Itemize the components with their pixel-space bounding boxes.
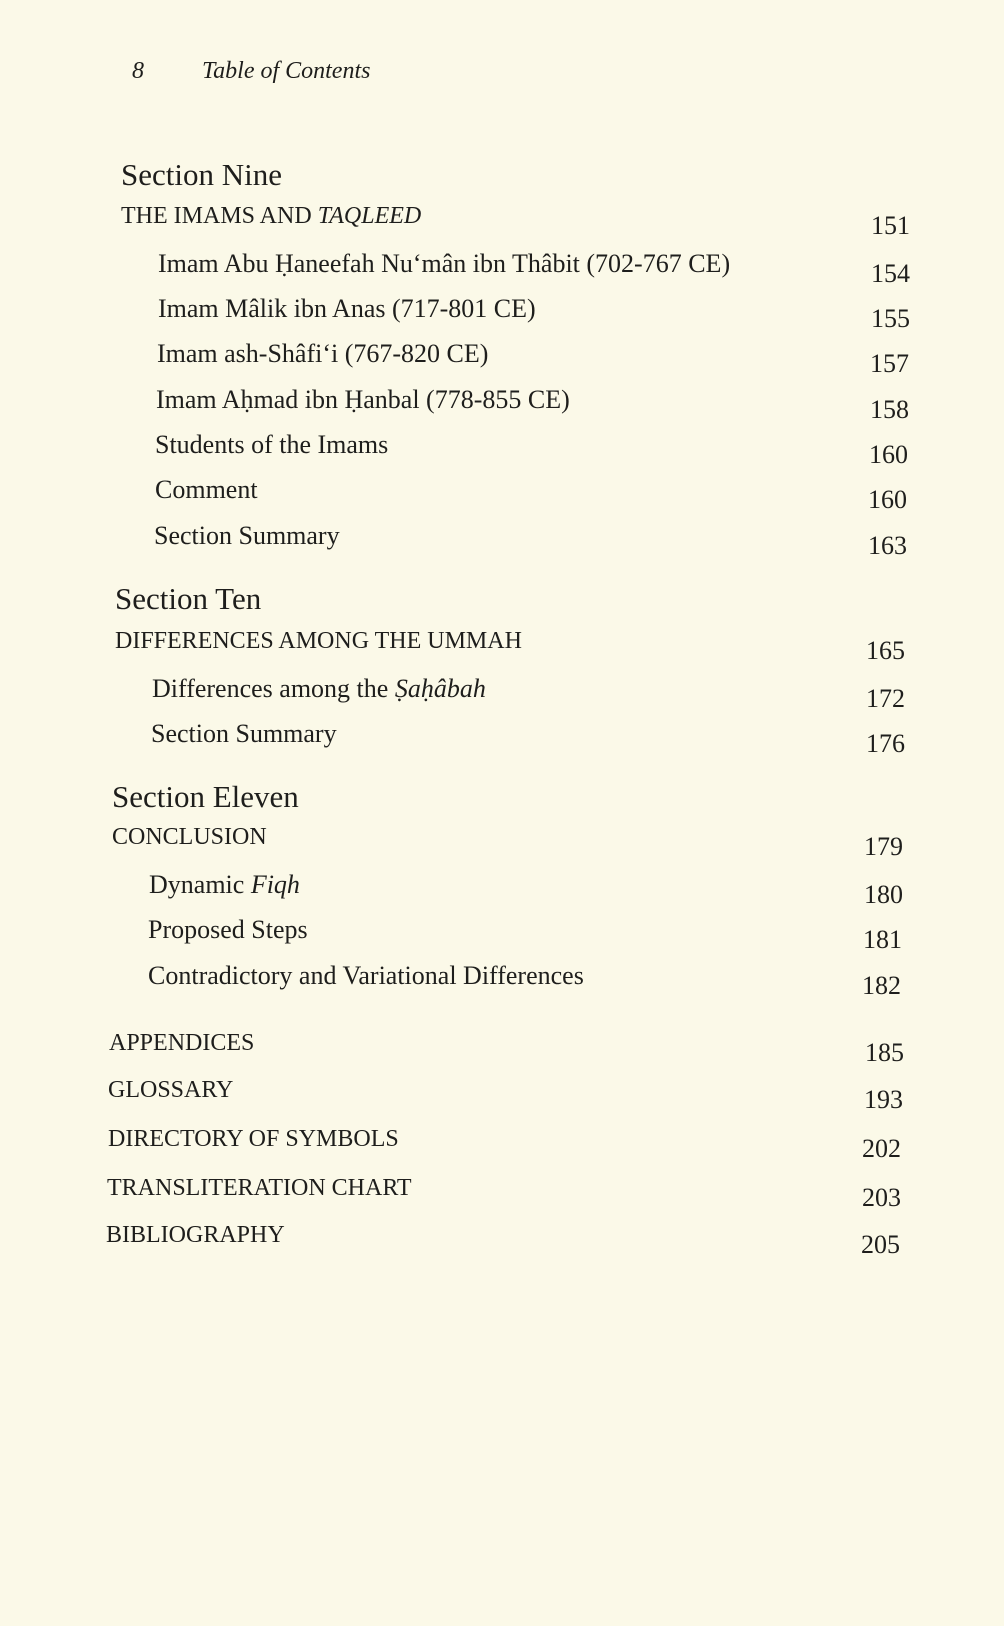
page-ref: 182 [862, 971, 901, 1000]
toc-backmatter-entry[interactable]: GLOSSARY 193 [108, 1077, 903, 1114]
toc-heading[interactable]: DIFFERENCES AMONG THE UMMAH 165 [115, 628, 905, 665]
toc-entry[interactable]: Differences among the Ṣaḥâbah 172 [152, 674, 905, 713]
toc-backmatter-entry[interactable]: BIBLIOGRAPHY 205 [106, 1222, 900, 1259]
page-ref: 163 [868, 531, 907, 560]
page-ref: 185 [865, 1038, 904, 1067]
section-title: Section Ten [115, 581, 262, 616]
page-ref: 205 [861, 1230, 900, 1259]
toc-entry[interactable]: Contradictory and Variational Differences 182 [148, 961, 901, 1000]
page-ref: 202 [862, 1134, 901, 1163]
toc-entry[interactable]: Section Summary 176 [151, 719, 905, 758]
page-ref: 172 [866, 684, 905, 713]
page-ref: 203 [862, 1183, 901, 1212]
toc-backmatter-entry[interactable]: DIRECTORY OF SYMBOLS 202 [108, 1126, 901, 1163]
toc-entry[interactable]: Imam ash-Shâfi‘i (767-820 CE) 157 [157, 339, 909, 378]
section-title: Section Eleven [112, 779, 299, 814]
toc-entry[interactable]: Proposed Steps 181 [148, 915, 902, 954]
toc-entry[interactable]: Imam Aḥmad ibn Ḥanbal (778-855 CE) 158 [156, 385, 909, 424]
page-ref: 180 [864, 880, 903, 909]
page-ref: 160 [869, 440, 908, 469]
page-ref: 193 [864, 1085, 903, 1114]
page-ref: 155 [871, 304, 910, 333]
page-ref: 154 [871, 259, 910, 288]
running-title: Table of Contents [202, 58, 371, 84]
page-ref: 165 [866, 636, 905, 665]
page-ref: 181 [863, 925, 902, 954]
toc-heading[interactable]: CONCLUSION 179 [112, 824, 903, 861]
toc-heading[interactable]: THE IMAMS AND TAQLEED 151 [121, 203, 910, 240]
toc-entry[interactable]: Comment 160 [155, 475, 907, 514]
page-ref: 151 [871, 211, 910, 240]
page-ref: 179 [864, 832, 903, 861]
page-ref: 176 [866, 729, 905, 758]
page-number: 8 [132, 58, 144, 84]
toc-entry[interactable]: Imam Mâlik ibn Anas (717-801 CE) 155 [158, 294, 910, 333]
toc-backmatter-entry[interactable]: TRANSLITERATION CHART 203 [107, 1175, 901, 1212]
section-title: Section Nine [121, 157, 282, 192]
page-ref: 160 [868, 485, 907, 514]
running-header [132, 58, 370, 85]
toc-entry[interactable]: Students of the Imams 160 [155, 430, 908, 469]
toc-entry[interactable]: Section Summary 163 [154, 521, 907, 560]
toc-entry[interactable]: Imam Abu Ḥaneefah Nu‘mân ibn Thâbit (702-767 CE) 154 [158, 249, 910, 288]
toc-entry[interactable]: Dynamic Fiqh 180 [149, 870, 903, 909]
page-ref: 157 [870, 349, 909, 378]
page-ref: 158 [870, 395, 909, 424]
toc-backmatter-entry[interactable]: APPENDICES 185 [109, 1030, 904, 1067]
